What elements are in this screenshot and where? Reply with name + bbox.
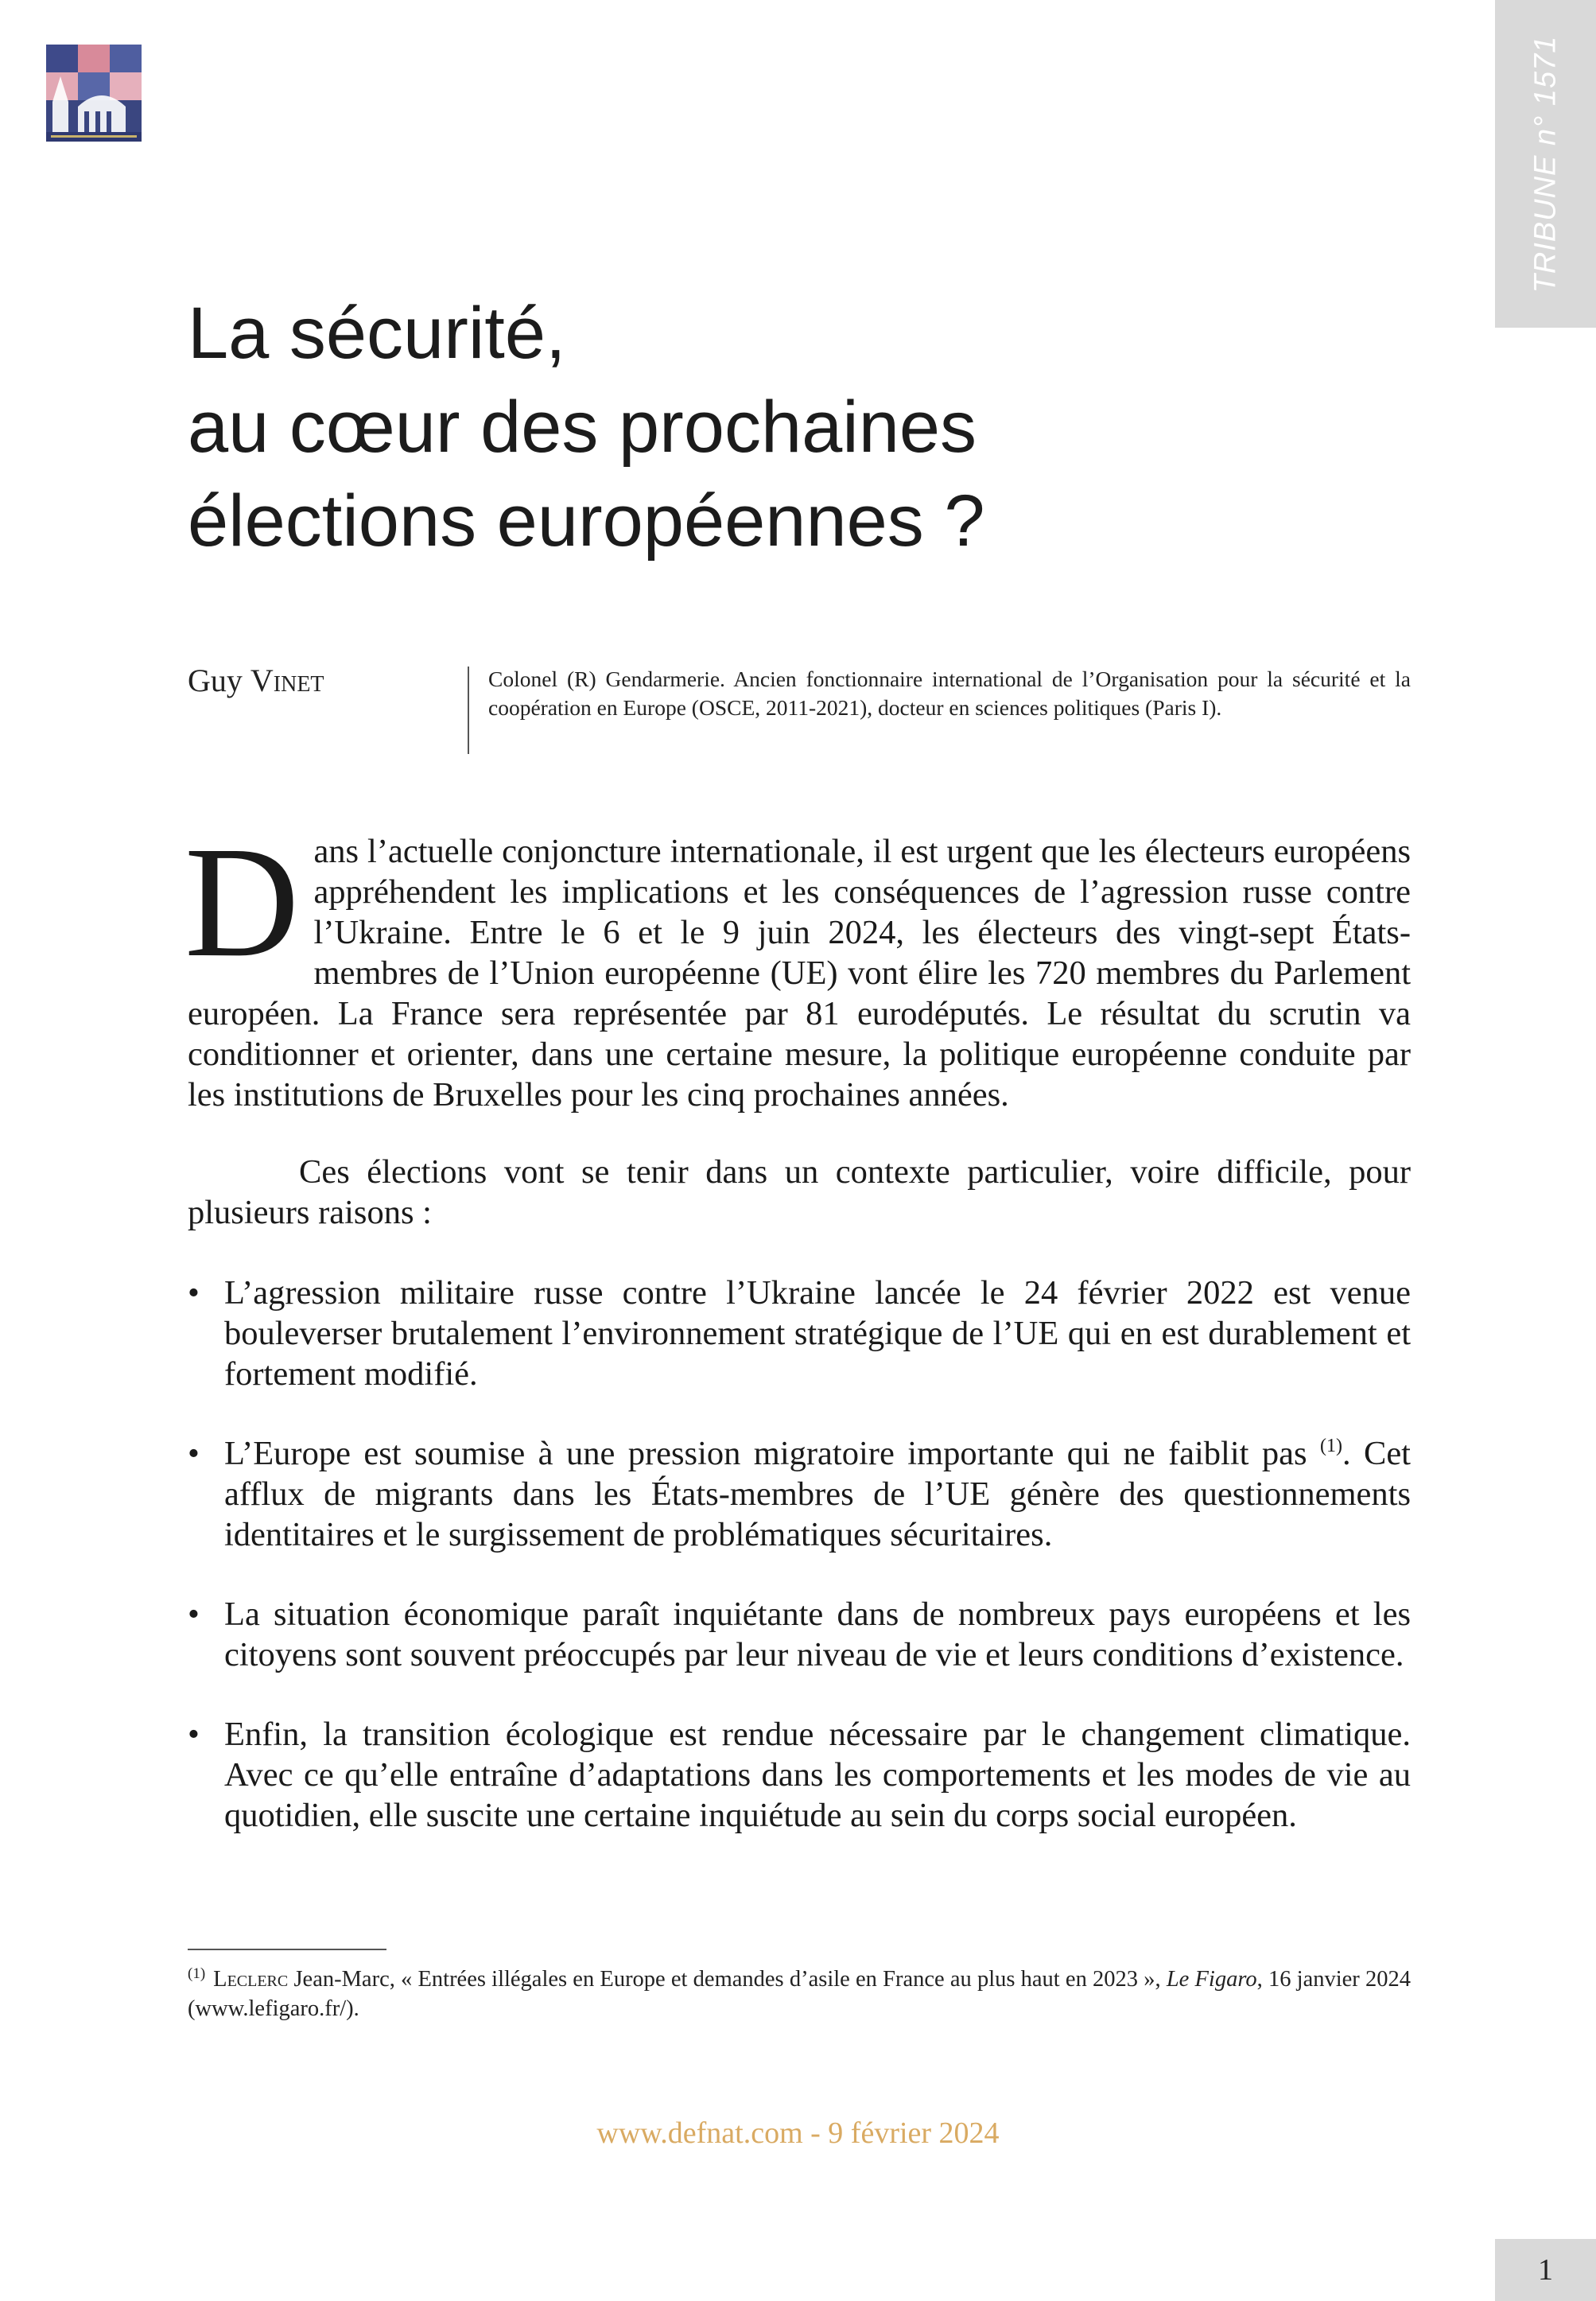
footnote [188,1965,1411,2023]
list-item-text-continued: . Cet afflux de migrants dans les États-membres de l’UE génère des questionnements identitaires et le surgissement de problématiques sécuritaires. [224,1435,1411,1553]
reasons-list [188,1273,1411,1836]
footnote-reference[interactable]: (1) [1319,1436,1342,1456]
list-item [188,1594,1411,1675]
list-item-text: La situation économique paraît inquiétante dans de nombreux pays européens et les citoyens sont souvent préoccupés par leur niveau de vie et leurs conditions d’existence. [224,1596,1411,1673]
page-title [188,286,1412,568]
footnote-divider [188,1949,386,1950]
bullet-marker: • [188,1716,200,1753]
author-first-name: Guy [188,663,250,698]
title-line-2: au cœur des prochaines [188,387,977,468]
list-item-text: L’agression militaire russe contre l’Ukraine lancée le 24 février 2022 est venue bouleverser brutalement l’environnement stratégique de l’UE qui en est durablement et fortement modifié. [224,1274,1411,1393]
list-item-text: Enfin, la transition écologique est rendue nécessaire par le changement climatique. Avec ce qu’elle entraîne d’adaptations dans les comportements et les modes de vie au quotidien, elle suscite une certaine inquiétude au sein du corps social européen. [224,1716,1411,1834]
author-name [188,662,324,699]
list-item-text: L’Europe est soumise à une pression migratoire importante qui ne faiblit pas [224,1435,1320,1472]
title-line-1: La sécurité, [188,293,566,374]
paragraph-intro [184,814,1411,1115]
author-last-name: Vinet [250,663,324,698]
author-divider [468,667,469,754]
bullet-marker: • [188,1596,200,1633]
footnote-author: Leclerc [213,1967,289,1992]
institution-building-icon [46,45,142,142]
footer-url[interactable]: www.defnat.com - 9 février 2024 [596,2116,1000,2150]
footnote-citation: Jean-Marc, « Entrées illégales en Europe et demandes d’asile en France au plus haut en 2023 », [288,1967,1167,1992]
bullet-marker: • [188,1274,200,1312]
footnote-source: Le Figaro [1166,1967,1257,1992]
footnote-date: , 16 janvier 2024 (www.lefigaro.fr/). [188,1967,1411,2021]
paragraph-intro-text: ans l’actuelle conjoncture internationale, il est urgent que les électeurs européens appréhendent les implications et les conséquences de l’agression russe contre l’Ukraine. Entre le 6 et le 9 juin 2024, les électeurs des vingt-sept États-membres de l’Union européenne (UE) vont élire les 720 membres du Parlement européen. La France sera représentée par 81 eurodéputés. Le résultat du scrutin va conditionner et orienter, dans une certaine mesure, la politique européenne conduite par les institutions de Bruxelles pour les cinq prochaines années. [188,833,1411,1114]
tribune-number: TRIBUNE n° 1571 [1528,35,1562,293]
paragraph-context: Ces élections vont se tenir dans un contexte particulier, voire difficile, pour plusieurs raisons : [188,1153,1411,1231]
footnote-number: (1) [188,1965,206,1982]
article-body [184,814,1411,1875]
page-number: 1 [1538,2253,1553,2287]
list-item [188,1433,1411,1555]
author-bio: Colonel (R) Gendarmerie. Ancien fonctionnaire international de l’Organisation pour la sécurité et la coopération en Europe (OSCE, 2011-2021), docteur en sciences politiques (Paris I). [488,667,1411,720]
list-item [188,1714,1411,1836]
side-tab-label [1495,0,1596,328]
institution-building-logo [46,45,142,142]
dropcap-letter: D [184,814,300,990]
title-line-3: élections européennes ? [188,480,985,562]
list-item [188,1273,1411,1394]
bullet-marker: • [188,1435,200,1472]
